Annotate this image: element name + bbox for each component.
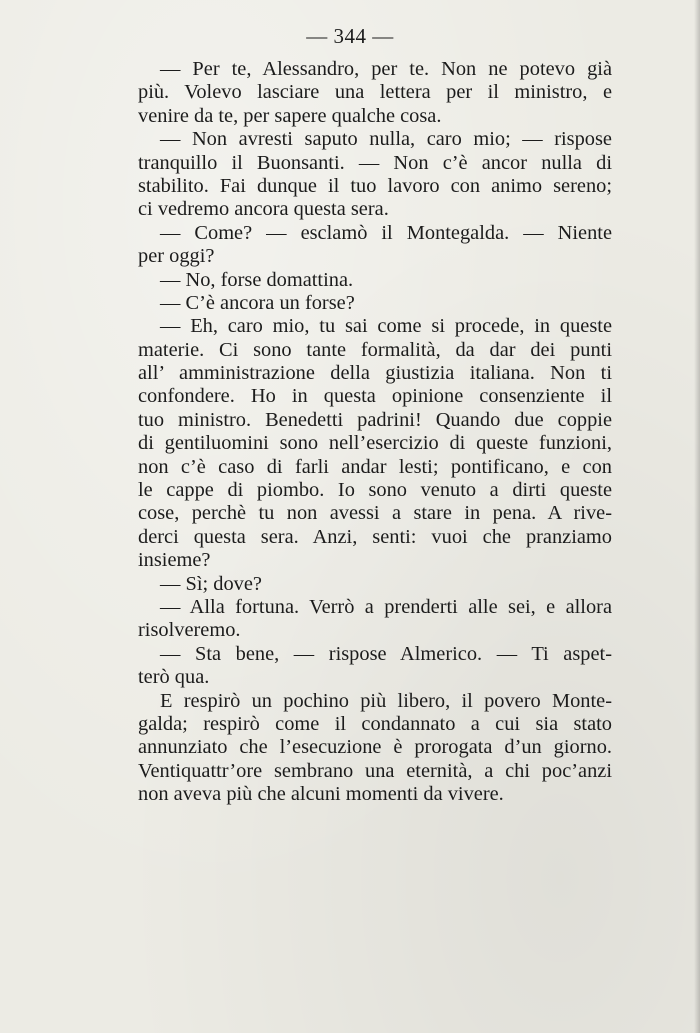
text-line: — Sta bene, — rispose Almerico. — Ti aspet- (160, 642, 612, 665)
text-line: — Per te, Alessandro, per te. Non ne potevo già (160, 58, 612, 80)
text-line: non c’è caso di farli andar lesti; pontificano, e con (138, 455, 612, 478)
text-line: — C’è ancora un forse? (160, 291, 355, 314)
text-line: materie. Ci sono tante formalità, da dar dei punti (138, 338, 612, 361)
text-line: annunziato che l’esecuzione è prorogata d’un giorno. (138, 736, 612, 759)
text-line: derci questa sera. Anzi, senti: vuoi che pranziamo (138, 525, 612, 548)
text-line: all’ amministrazione della giustizia italiana. Non ti (138, 362, 612, 385)
text-line: — Non avresti saputo nulla, caro mio; — rispose (160, 128, 612, 151)
text-line: di gentiluomini sono nell’esercizio di queste funzioni, (138, 432, 612, 455)
text-line: — Alla fortuna. Verrò a prenderti alle sei, e allora (160, 595, 612, 618)
text-line: galda; respirò come il condannato a cui sia stato (138, 712, 612, 735)
text-line: risolveremo. (138, 619, 241, 642)
text-line: tuo ministro. Benedetti padrini! Quando due coppie (138, 408, 612, 431)
text-line: Ventiquattr’ore sembrano una eternità, a chi poc’anzi (138, 759, 612, 782)
text-line: — Come? — esclamò il Montegalda. — Niente (160, 221, 612, 244)
text-line: le cappe di piombo. Io sono venuto a dirti queste (138, 479, 612, 502)
page-edge-shadow (694, 0, 700, 1033)
text-line: non aveva più che alcuni momenti da vivere. (138, 783, 504, 806)
page-number: — 344 — (306, 24, 394, 48)
text-line: cose, perchè tu non avessi a stare in pena. A rive- (138, 502, 612, 525)
text-line: venire da te, per sapere qualche cosa. (138, 104, 442, 127)
text-line: E respirò un pochino più libero, il povero Monte- (160, 689, 612, 712)
text-line: — Sì; dove? (160, 572, 262, 595)
text-line: — Eh, caro mio, tu sai come si procede, in queste (160, 315, 612, 338)
body-text (138, 58, 612, 807)
text-line: confondere. Ho in questa opinione consenziente il (138, 385, 612, 408)
text-line: terò qua. (138, 666, 210, 689)
text-line: più. Volevo lasciare una lettera per il ministro, e (138, 81, 612, 104)
text-line: per oggi? (138, 245, 215, 268)
text-line: tranquillo il Buonsanti. — Non c’è ancor nulla di (138, 151, 612, 174)
text-line: insieme? (138, 549, 211, 572)
text-line: — No, forse domattina. (160, 268, 354, 291)
text-line: stabilito. Fai dunque il tuo lavoro con animo sereno; (138, 174, 612, 197)
text-line: ci vedremo ancora questa sera. (138, 198, 389, 221)
